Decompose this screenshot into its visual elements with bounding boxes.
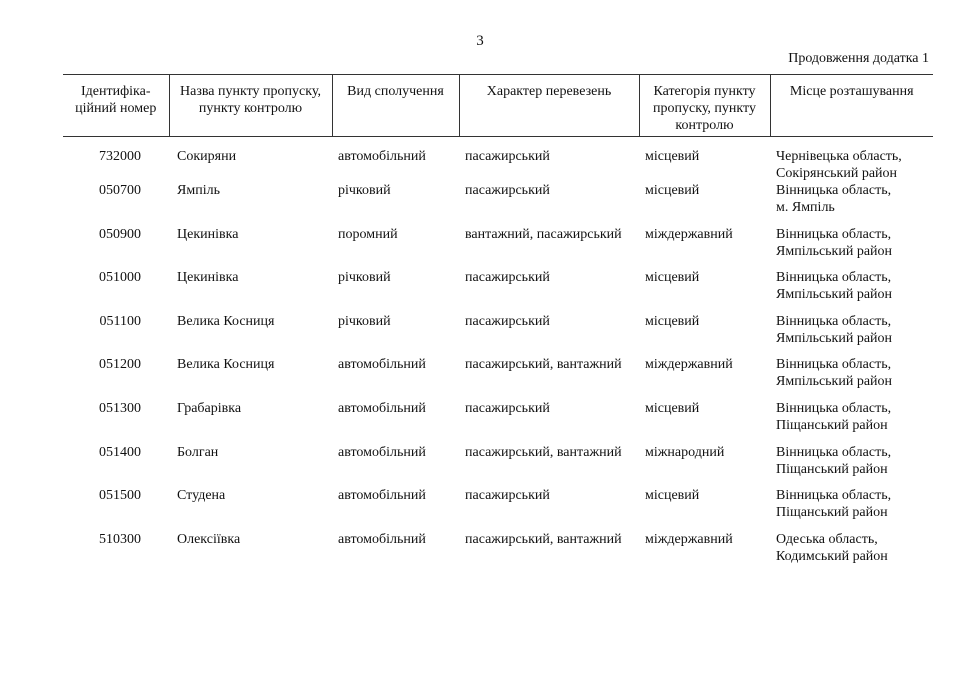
cell-name: Ямпіль (177, 183, 220, 198)
cell-connection: автомобільний (338, 400, 426, 416)
header-id: Ідентифіка-ційний номер (63, 75, 169, 137)
table-header-row (63, 75, 933, 137)
location-region: Вінницька область, (776, 313, 892, 329)
cell-location (770, 182, 933, 226)
cell-connection: поромний (338, 226, 398, 242)
location-district: Піщанський район (776, 417, 888, 433)
cell-name: Цекинівка (177, 226, 239, 242)
cell-transport: пасажирський (465, 400, 550, 416)
location-district: Кодимський район (776, 548, 888, 564)
continuation-label: Продовження додатка 1 (788, 51, 929, 66)
cell-transport: пасажирський (465, 488, 550, 504)
table-row (63, 313, 933, 357)
header-category: Категорія пункту пропуску, пункту контролю (639, 75, 770, 137)
location-region: Вінницька область, (776, 357, 892, 373)
cell-category: місцевий (645, 313, 700, 329)
cell-category: місцевий (645, 270, 700, 286)
location-region: Вінницька область, (776, 400, 892, 416)
cell-location (770, 444, 933, 488)
cell-id: 051500 (99, 488, 141, 504)
header-location: Місце розташування (770, 75, 933, 137)
cell-connection: автомобільний (338, 488, 426, 504)
cell-connection: річковий (338, 270, 391, 286)
cell-location (770, 531, 933, 575)
cell-transport: вантажний, пасажирський (465, 226, 622, 242)
location-region: Одеська область, (776, 531, 878, 547)
cell-location (770, 313, 933, 357)
cell-transport: пасажирський, вантажний (465, 531, 622, 547)
cell-connection: автомобільний (338, 444, 426, 460)
header-transport: Характер перевезень (459, 75, 639, 137)
table-row (63, 182, 933, 226)
location-district: м. Ямпіль (776, 200, 835, 215)
cell-name: Студена (177, 488, 226, 504)
table-row (63, 487, 933, 531)
cell-id: 051300 (99, 400, 141, 416)
checkpoints-table (63, 74, 933, 574)
cell-location (770, 487, 933, 531)
cell-name: Сокиряни (177, 149, 237, 164)
cell-transport: пасажирський (465, 270, 550, 286)
cell-id: 051200 (99, 357, 141, 373)
cell-location (770, 400, 933, 444)
cell-category: міждержавний (645, 357, 733, 373)
location-district: Піщанський район (776, 505, 888, 521)
table-row (63, 226, 933, 270)
cell-location (770, 226, 933, 270)
cell-location (770, 137, 933, 183)
cell-category: місцевий (645, 400, 700, 416)
cell-connection: автомобільний (338, 357, 426, 373)
cell-id: 051100 (99, 313, 141, 329)
cell-name: Олексіївка (177, 531, 241, 547)
cell-id: 050700 (99, 183, 141, 198)
cell-category: місцевий (645, 183, 700, 198)
table-row (63, 269, 933, 313)
location-region: Вінницька область, (776, 270, 892, 286)
cell-id: 510300 (99, 531, 141, 547)
cell-name: Велика Косниця (177, 313, 275, 329)
location-district: Піщанський район (776, 461, 888, 477)
cell-connection: річковий (338, 183, 391, 198)
table-row (63, 400, 933, 444)
cell-id: 051400 (99, 444, 141, 460)
cell-location (770, 356, 933, 400)
location-district: Ямпільський район (776, 243, 893, 259)
table-row (63, 137, 933, 183)
cell-id: 732000 (99, 149, 141, 164)
cell-name: Болган (177, 444, 219, 460)
location-district: Ямпільський район (776, 374, 893, 390)
cell-name: Цекинівка (177, 270, 239, 286)
cell-connection: автомобільний (338, 149, 426, 164)
cell-transport: пасажирський (465, 149, 550, 164)
cell-transport: пасажирський (465, 183, 550, 198)
table-row (63, 444, 933, 488)
cell-category: міжнародний (645, 444, 725, 460)
cell-connection: річковий (338, 313, 391, 329)
cell-category: міждержавний (645, 531, 733, 547)
cell-transport: пасажирський (465, 313, 550, 329)
location-region: Чернівецька область, (776, 149, 902, 164)
cell-category: міждержавний (645, 226, 733, 242)
cell-location (770, 269, 933, 313)
location-region: Вінницька область, (776, 226, 892, 242)
location-district: Сокірянський район (776, 166, 898, 181)
page-number: 3 (476, 33, 484, 49)
cell-category: місцевий (645, 488, 700, 504)
cell-connection: автомобільний (338, 531, 426, 547)
cell-name: Велика Косниця (177, 357, 275, 373)
location-region: Вінницька область, (776, 488, 892, 504)
cell-name: Грабарівка (177, 400, 242, 416)
cell-transport: пасажирський, вантажний (465, 444, 622, 460)
cell-transport: пасажирський, вантажний (465, 357, 622, 373)
table-row (63, 531, 933, 575)
cell-category: місцевий (645, 149, 700, 164)
location-region: Вінницька область, (776, 444, 892, 460)
table-row (63, 356, 933, 400)
header-name: Назва пункту пропуску, пункту контролю (169, 75, 332, 137)
location-region: Вінницька область, (776, 183, 892, 198)
cell-id: 051000 (99, 270, 141, 286)
header-connection: Вид сполучення (332, 75, 459, 137)
location-district: Ямпільський район (776, 330, 893, 346)
location-district: Ямпільський район (776, 287, 893, 303)
cell-id: 050900 (99, 226, 141, 242)
